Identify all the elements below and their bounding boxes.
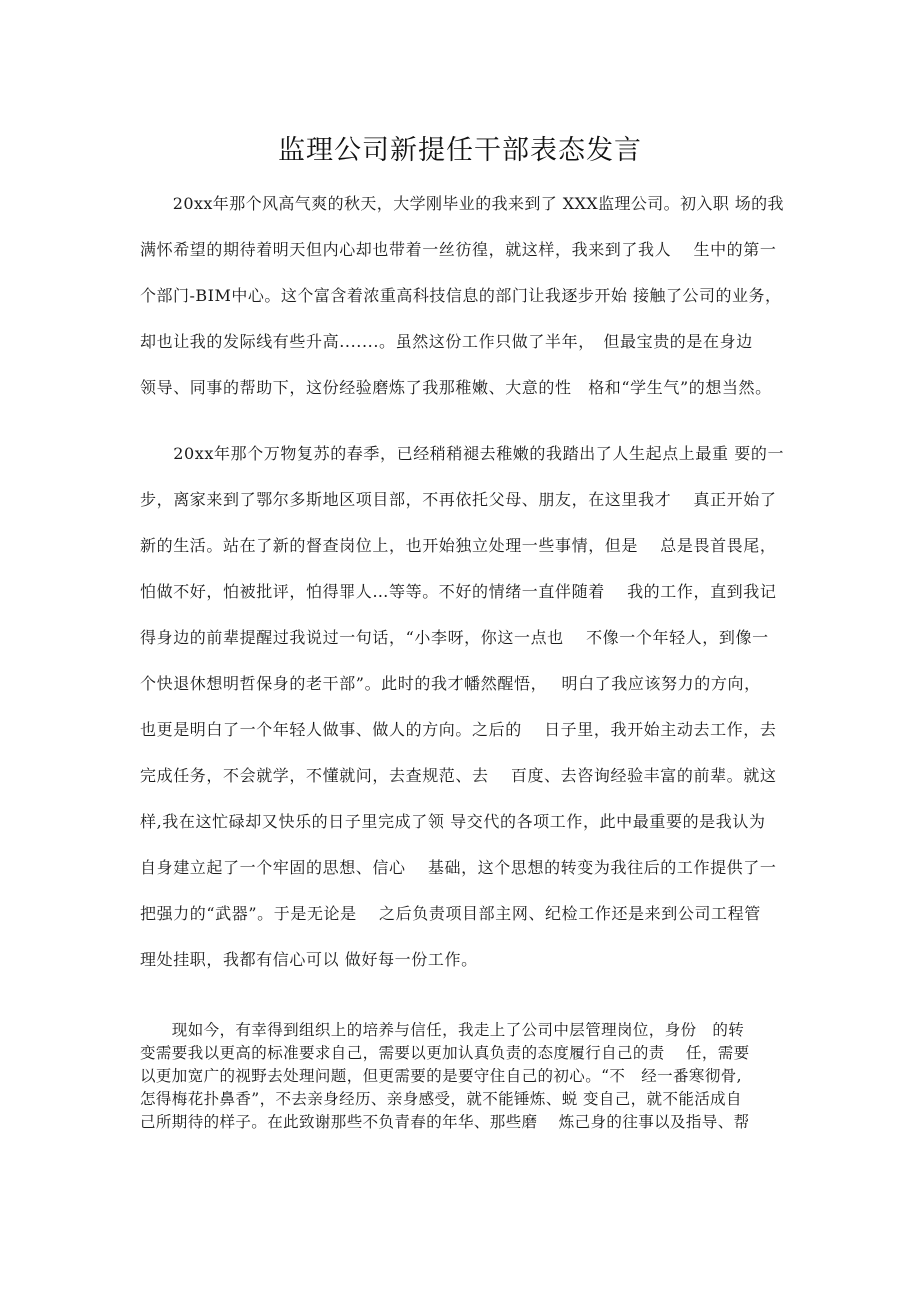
paragraph-2-line-7: 也更是明白了一个年轻人做事、做人的方向。之后的 日子里，我开始主动去工作，去: [140, 720, 777, 739]
paragraph-2-line-5: 得身边的前辈提醒过我说过一句话，“小李呀，你这一点也 不像一个年轻人，到像一: [140, 628, 769, 647]
paragraph-2-line-6: 个快退休想明哲保身的老干部”。此时的我才幡然醒悟， 明白了我应该努力的方向，: [140, 674, 761, 693]
paragraph-2-line-1: 20xx年那个万物复苏的春季，已经稍稍褪去稚嫩的我踏出了人生起点上最重 要的一: [140, 444, 785, 463]
document-title: 监理公司新提任干部表态发言: [278, 135, 642, 166]
paragraph-3-line-2: 变需要我以更高的标准要求自己，需要以更加认真负责的态度履行自己的责 任，需要: [140, 1044, 750, 1062]
paragraph-3-line-5: 己所期待的样子。在此致谢那些不负青春的年华、那些磨 炼己身的往事以及指导、帮: [140, 1113, 750, 1131]
paragraph-1-line-3: 个部门-BIM中心。这个富含着浓重高科技信息的部门让我逐步开始 接触了公司的业务，: [140, 286, 782, 305]
paragraph-1-line-2: 满怀希望的期待着明天但内心却也带着一丝彷徨，就这样，我来到了我人 生中的第一: [140, 240, 777, 259]
paragraph-2-line-10: 自身建立起了一个牢固的思想、信心 基础，这个思想的转变为我往后的工作提供了一: [140, 858, 777, 877]
paragraph-1-line-4: 却也让我的发际线有些升高.......。虽然这份工作只做了半年， 但最宝贵的是在身边: [140, 332, 753, 351]
paragraph-2-line-12: 理处挂职，我都有信心可以 做好每一份工作。: [140, 950, 478, 969]
paragraph-2-line-2: 步，离家来到了鄂尔多斯地区项目部，不再依托父母、朋友，在这里我才 真正开始了: [140, 490, 777, 509]
paragraph-2-line-8: 完成任务，不会就学，不懂就问，去查规范、去 百度、去咨询经验丰富的前辈。就这: [140, 766, 777, 785]
paragraph-2-line-3: 新的生活。站在了新的督查岗位上，也开始独立处理一些事情，但是 总是畏首畏尾，: [140, 536, 777, 555]
paragraph-2-line-11: 把强力的“武器”。于是无论是 之后负责项目部主网、纪检工作还是来到公司工程管: [140, 904, 761, 923]
paragraph-1-line-1: 20xx年那个风高气爽的秋天，大学刚毕业的我来到了 XXX监理公司。初入职 场的我: [140, 194, 784, 213]
paragraph-2-line-4: 怕做不好，怕被批评，怕得罪人…等等。不好的情绪一直伴随着 我的工作，直到我记: [140, 582, 777, 601]
paragraph-3-line-4: 怎得梅花扑鼻香”，不去亲身经历、亲身感受，就不能锤炼、蜕 变自己，就不能活成自: [140, 1090, 742, 1108]
paragraph-1-line-5: 领导、同事的帮助下，这份经验磨炼了我那稚嫩、大意的性 格和“学生气”的想当然。: [140, 378, 772, 397]
paragraph-3-line-1: 现如今，有幸得到组织上的培养与信任，我走上了公司中层管理岗位，身份 的转: [140, 1021, 745, 1039]
paragraph-2-line-9: 样,我在这忙碌却又快乐的日子里完成了领 导交代的各项工作，此中最重要的是我认为: [140, 812, 766, 831]
paragraph-3-line-3: 以更加宽广的视野去处理问题，但更需要的是要守住自己的初心。“不 经一番寒彻骨,: [140, 1067, 742, 1085]
